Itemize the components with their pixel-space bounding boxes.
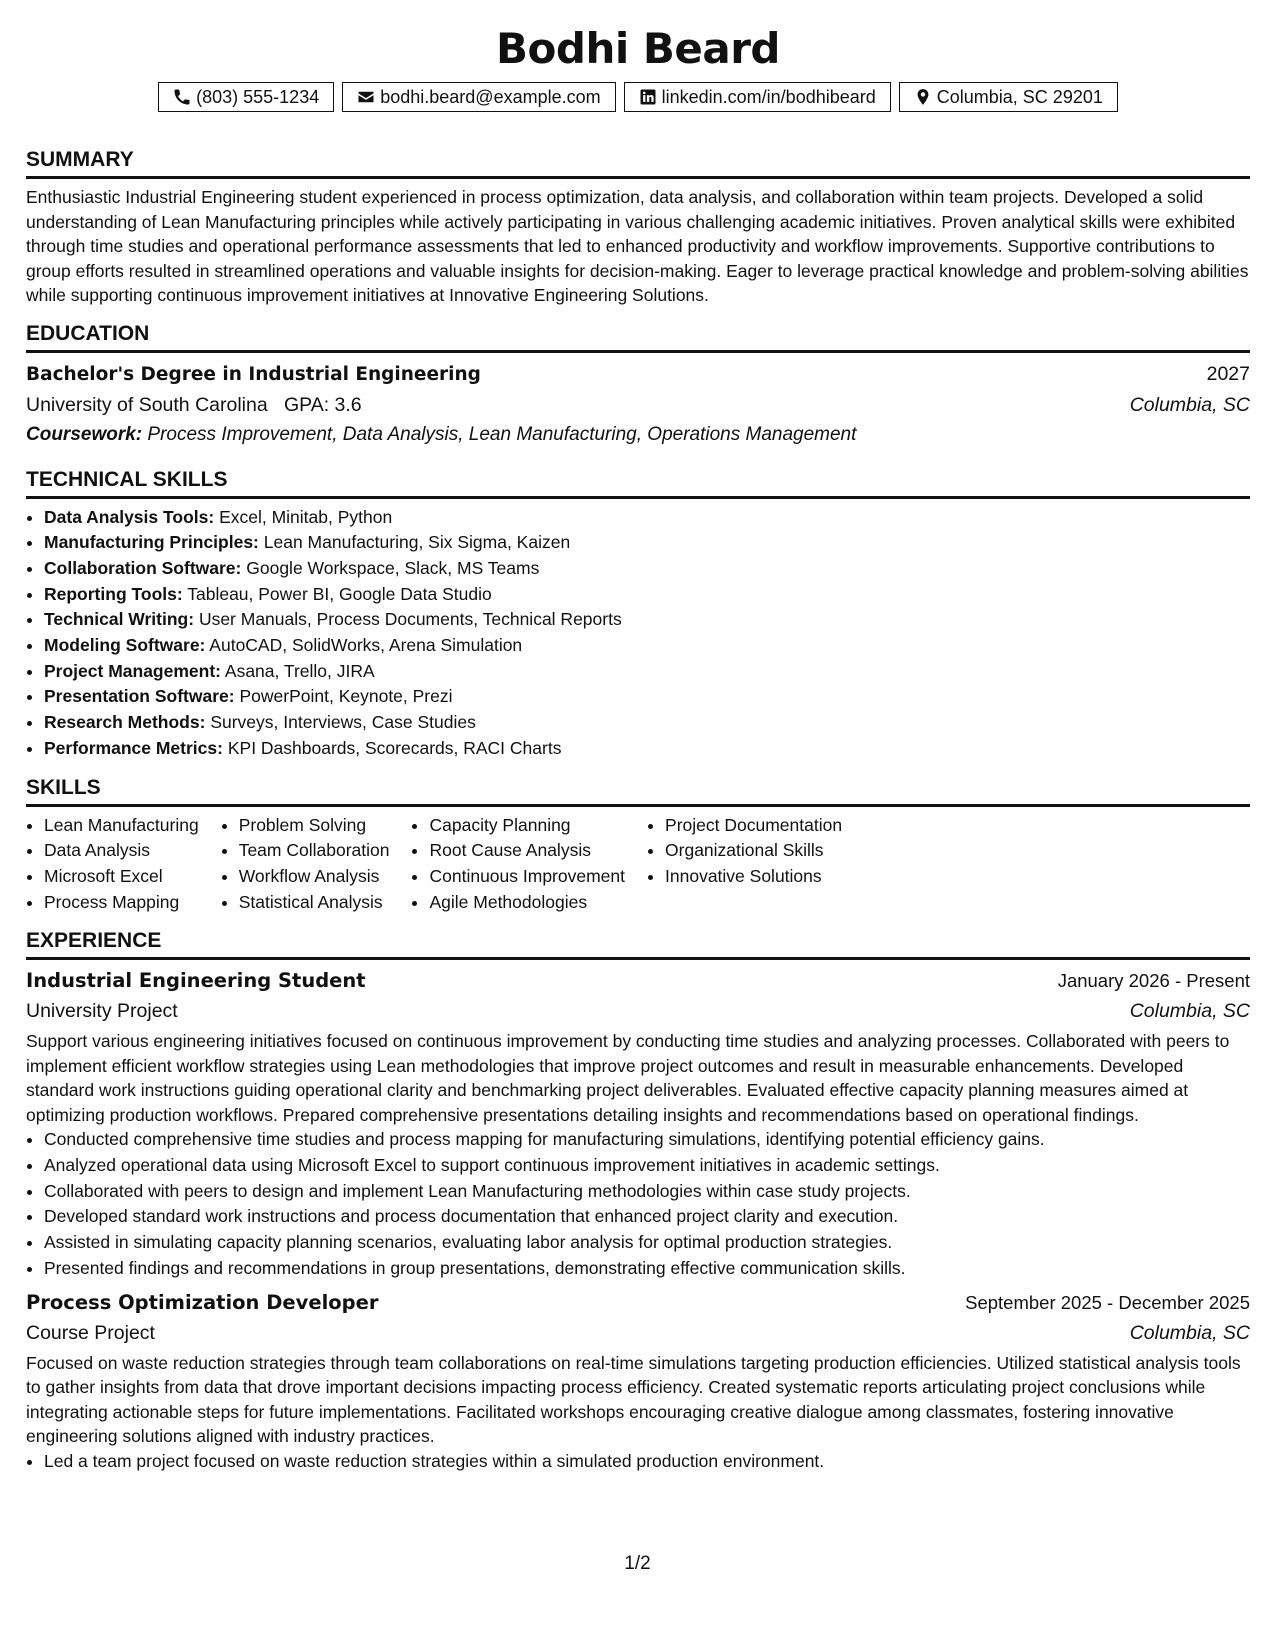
summary-text: Enthusiastic Industrial Engineering student experienced in process optimization, data analysis, and collaboration within team projects. Developed a solid understanding of Lean Manufacturing principles while actively participating in various challenging academic initiatives. Proven analytical skills were exhibited through time studies and operational performance assessments that led to enhanced productivity and workflow improvements. Supportive contributions to group efforts resulted in streamlined operations and valuable insights for decision-making. Eager to leverage practical knowledge and problem-solving abilities while supporting continuous improvement initiatives at Innovative Engineering Solutions. (26, 187, 1249, 305)
list-item: • Data Analysis (44, 838, 199, 864)
coursework (26, 420, 1250, 450)
job-dates: September 2025 - December 2025 (965, 1291, 1250, 1313)
list-item: • Research Methods: Surveys, Interviews, Case Studies (44, 710, 1250, 736)
phone-text: (803) 555-1234 (196, 87, 320, 107)
coursework-label: Coursework: (26, 423, 143, 445)
job-location: Columbia, SC (1129, 1321, 1250, 1344)
list-item: • Technical Writing: User Manuals, Process Documents, Technical Reports (44, 607, 1250, 633)
list-item: • Project Documentation (665, 813, 842, 839)
degree-row (26, 359, 1250, 390)
list-item: • Statistical Analysis (239, 890, 390, 916)
list-item: • Workflow Analysis (239, 864, 390, 890)
list-item: • Led a team project focused on waste reduction strategies within a simulated production environment. (44, 1449, 1250, 1475)
list-item: • Conducted comprehensive time studies and process mapping for manufacturing simulations, identifying potential efficiency gains. (44, 1127, 1250, 1153)
list-item: • Presentation Software: PowerPoint, Keynote, Prezi (44, 684, 1250, 710)
skills-grid (26, 813, 1250, 916)
list-item: • Innovative Solutions (665, 864, 842, 890)
job-org-row (26, 1318, 1250, 1348)
job-description: Support various engineering initiatives focused on continuous improvement by conducting time studies and analyzing processes. Collaborated with peers to implement efficient workflow strategies using Lean methodologies that improve project outcomes and result in measurable enhancements. Developed standard work instructions guiding operational clarity and benchmarking project deliverables. Evaluated effective capacity planning measures aimed at optimizing production workflows. Prepared comprehensive presentations detailing insights and recommendations based on operational findings. (26, 1031, 1230, 1125)
list-item: • Analyzed operational data using Microsoft Excel to support continuous improvement initiatives in academic settings. (44, 1153, 1250, 1179)
school-name: University of South Carolina (26, 393, 268, 416)
list-item: • Manufacturing Principles: Lean Manufacturing, Six Sigma, Kaizen (44, 530, 1250, 556)
envelope-icon (357, 88, 375, 106)
job-header (26, 966, 1250, 996)
phone-chip (158, 82, 334, 112)
list-item: • Capacity Planning (429, 813, 625, 839)
phone-icon (173, 88, 191, 106)
section-title-education: EDUCATION (26, 320, 1250, 353)
section-title-skills: SKILLS (26, 774, 1250, 807)
list-item: • Developed standard work instructions and process documentation that enhanced project clarity and execution. (44, 1204, 1250, 1230)
page-number: 1/2 (624, 1553, 651, 1574)
section-title-technical-skills: TECHNICAL SKILLS (26, 466, 1250, 499)
contact-bar (26, 82, 1250, 112)
list-item: • Reporting Tools: Tableau, Power BI, Google Data Studio (44, 582, 1250, 608)
skills-column (647, 813, 842, 916)
job-org-row (26, 996, 1250, 1026)
technical-skills-list (26, 505, 1250, 762)
email-text: bodhi.beard@example.com (380, 87, 601, 107)
job-header (26, 1288, 1250, 1318)
linkedin-chip[interactable] (624, 82, 891, 112)
education-section (26, 320, 1250, 450)
list-item: • Continuous Improvement (429, 864, 625, 890)
job-org: University Project (26, 1000, 178, 1023)
linkedin-text: linkedin.com/in/bodhibeard (661, 87, 876, 107)
list-item: • Lean Manufacturing (44, 813, 199, 839)
list-item: • Root Cause Analysis (429, 838, 625, 864)
job-description: Focused on waste reduction strategies through team collaborations on real-time simulations targeting production efficiencies. Utilized statistical analysis tools to gather insights from data that drove important decisions impacting process efficiency. Created systematic reports articulating project conclusions while integrating actionable steps for future implementations. Facilitated workshops encouraging creative dialogue among classmates, fostering innovative engineering solutions aligned with industry practices. (26, 1352, 1241, 1447)
email-chip[interactable] (342, 82, 615, 112)
list-item: • Performance Metrics: KPI Dashboards, Scorecards, RACI Charts (44, 736, 1250, 762)
list-item: • Microsoft Excel (44, 864, 199, 890)
skills-section (26, 774, 1250, 916)
skills-column (411, 813, 625, 916)
list-item: • Team Collaboration (239, 838, 390, 864)
list-item: • Assisted in simulating capacity planning scenarios, evaluating labor analysis for optimal production strategies. (44, 1230, 1250, 1256)
linkedin-icon (639, 88, 657, 106)
graduation-year: 2027 (1206, 362, 1250, 385)
job-location: Columbia, SC (1129, 1000, 1250, 1023)
job-entry (26, 966, 1250, 1281)
map-pin-icon (914, 88, 932, 106)
list-item: • Collaborated with peers to design and implement Lean Manufacturing methodologies within case study projects. (44, 1179, 1250, 1205)
job-dates: January 2026 - Present (1057, 970, 1250, 992)
resume-page (26, 0, 1250, 1474)
skills-column (221, 813, 390, 916)
gpa: GPA: 3.6 (283, 393, 362, 416)
school-location: Columbia, SC (1129, 393, 1250, 416)
list-item: • Process Mapping (44, 890, 199, 916)
school-info (26, 390, 362, 420)
candidate-name: Bodhi Beard (496, 24, 780, 73)
skills-column (26, 813, 199, 916)
school-row (26, 390, 1250, 420)
list-item: • Data Analysis Tools: Excel, Minitab, Python (44, 505, 1250, 531)
job-org: Course Project (26, 1321, 155, 1344)
location-text: Columbia, SC 29201 (936, 87, 1103, 107)
degree-name: Bachelor's Degree in Industrial Engineering (26, 363, 481, 385)
job-title: Process Optimization Developer (26, 1290, 379, 1314)
job-title: Industrial Engineering Student (26, 969, 366, 993)
job-entry (26, 1288, 1250, 1475)
list-item: • Organizational Skills (665, 838, 842, 864)
summary-section (26, 146, 1250, 308)
coursework-list: Process Improvement, Data Analysis, Lean Manufacturing, Operations Management (147, 423, 857, 445)
list-item: • Problem Solving (239, 813, 390, 839)
location-chip (899, 82, 1118, 112)
job-bullets (26, 1449, 1250, 1475)
list-item: • Project Management: Asana, Trello, JIRA (44, 659, 1250, 685)
list-item: • Modeling Software: AutoCAD, SolidWorks, Arena Simulation (44, 633, 1250, 659)
technical-skills-section (26, 466, 1250, 762)
list-item: • Presented findings and recommendations in group presentations, demonstrating effective communication skills. (44, 1256, 1250, 1282)
list-item: • Collaboration Software: Google Workspace, Slack, MS Teams (44, 556, 1250, 582)
section-title-summary: SUMMARY (26, 146, 1250, 179)
experience-section (26, 927, 1250, 1474)
list-item: • Agile Methodologies (429, 890, 625, 916)
job-bullets (26, 1127, 1250, 1281)
section-title-experience: EXPERIENCE (26, 927, 1250, 960)
